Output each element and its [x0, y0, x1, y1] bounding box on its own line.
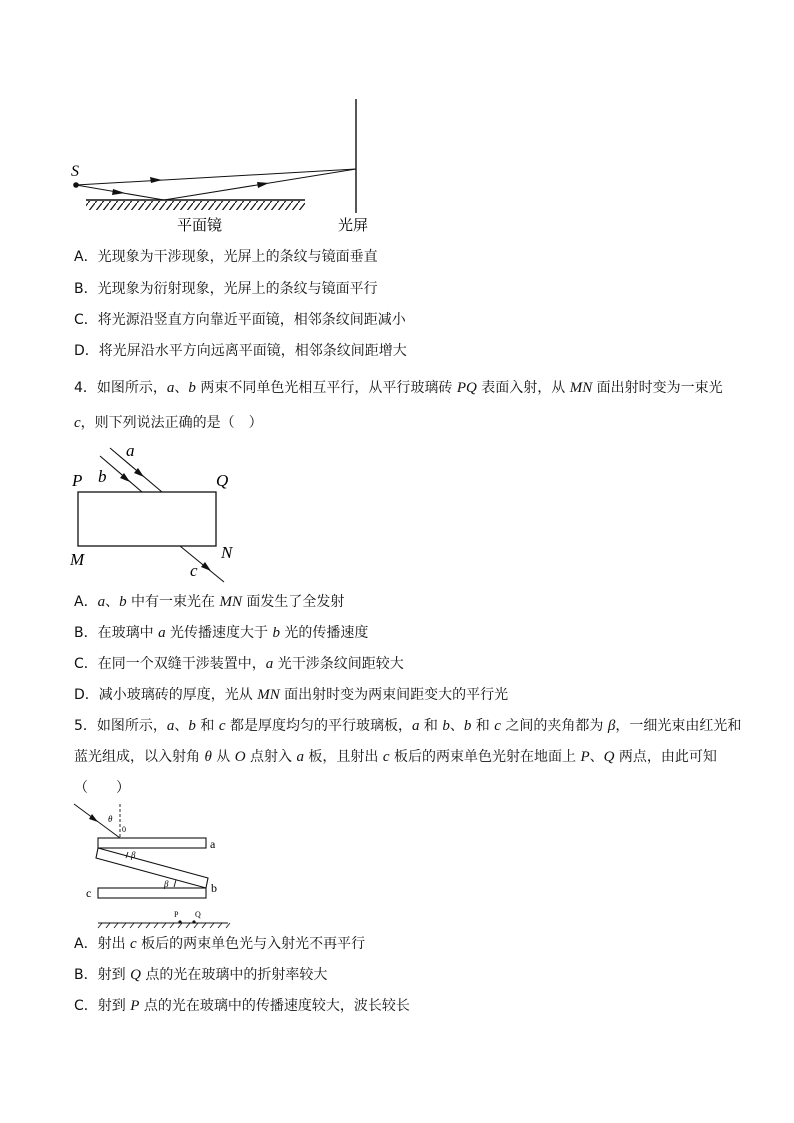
q4-stem-line2: c，则下列说法正确的是（ ）: [74, 415, 263, 431]
plate-c-label: c: [86, 886, 92, 900]
label-Q: Q: [216, 471, 229, 490]
q5-stem-line3: （ ）: [74, 780, 130, 796]
incident-ray-arrow: [89, 814, 98, 822]
source-label: S: [71, 163, 79, 180]
ray-a: [110, 448, 162, 492]
direct-ray-arrow: [150, 177, 162, 183]
label-b: b: [98, 467, 107, 486]
beta-label-1: β: [131, 850, 136, 860]
plate-c: [98, 888, 206, 898]
q3-option-b: B．光现象为衍射现象，光屏上的条纹与镜面平行: [74, 281, 378, 297]
glass-block-figure: [66, 440, 246, 588]
q5-option-c: C．射到 P 点的光在玻璃中的传播速度较大，波长较长: [74, 998, 410, 1014]
plate-b-label: b: [211, 881, 217, 895]
q5-stem-line2: 蓝光组成，以入射角 θ 从 O 点射入 a 板，且射出 c 板后的两束单色光射在地面上 P、Q 两点，由此可知: [74, 749, 717, 765]
label-P: P: [72, 471, 83, 490]
ray-c-arrow: [201, 562, 211, 571]
glass-plates-figure: [68, 800, 238, 930]
q5-option-a: A．射出 c 板后的两束单色光与入射光不再平行: [74, 936, 366, 952]
q3-option-c: C．将光源沿竖直方向靠近平面镜，相邻条纹间距减小: [74, 312, 406, 328]
q4-option-a: A．a、b 中有一束光在 MN 面发生了全发射: [74, 594, 345, 610]
direct-ray: [76, 169, 356, 185]
plate-b: [96, 848, 208, 888]
beta-mark-2: [174, 880, 176, 887]
label-N: N: [221, 543, 233, 562]
label-c: c: [190, 561, 198, 580]
point-Q-label: Q: [195, 910, 201, 919]
q4-option-d: D．减小玻璃砖的厚度，光从 MN 面出射时变为两束间距变大的平行光: [74, 687, 509, 703]
plate-a-label: a: [210, 837, 216, 851]
q5-stem-line1: 5．如图所示，a、b 和 c 都是厚度均匀的平行玻璃板，a 和 b、b 和 c 之间的夹角都为 β，一细光束由红光和: [74, 718, 742, 734]
q4-stem-line1: 4．如图所示，a、b 两束不同单色光相互平行，从平行玻璃砖 PQ 表面入射，从 MN 面出射时变为一束光: [74, 380, 723, 396]
reflected-ray-arrow: [257, 182, 269, 188]
point-P: [178, 920, 181, 923]
label-a: a: [126, 441, 135, 460]
plate-a: [98, 838, 206, 848]
incident-ray-arrow: [112, 189, 125, 195]
glass-block: [78, 492, 216, 546]
point-o-label: 0: [122, 825, 126, 834]
q3-option-d: D．将光屏沿水平方向远离平面镜，相邻条纹间距增大: [74, 343, 407, 359]
ray-c: [180, 546, 224, 582]
q4-option-b: B．在玻璃中 a 光传播速度大于 b 光的传播速度: [74, 625, 369, 641]
q3-option-a: A．光现象为干涉现象，光屏上的条纹与镜面垂直: [74, 249, 378, 265]
ground-hatch: [98, 923, 230, 928]
q4-option-c: C．在同一个双缝干涉装置中，a 光干涉条纹间距较大: [74, 656, 404, 672]
screen-label: 光屏: [338, 216, 369, 234]
q5-option-b: B．射到 Q 点的光在玻璃中的折射率较大: [74, 967, 328, 983]
beta-label-2: β: [164, 879, 169, 889]
point-P-label: P: [174, 910, 179, 919]
lloyd-mirror-figure: [60, 95, 390, 240]
beta-mark-1: [126, 852, 128, 858]
label-M: M: [70, 550, 85, 569]
point-Q: [192, 920, 195, 923]
mirror-label: 平面镜: [177, 216, 223, 234]
theta-label: θ: [108, 814, 113, 824]
